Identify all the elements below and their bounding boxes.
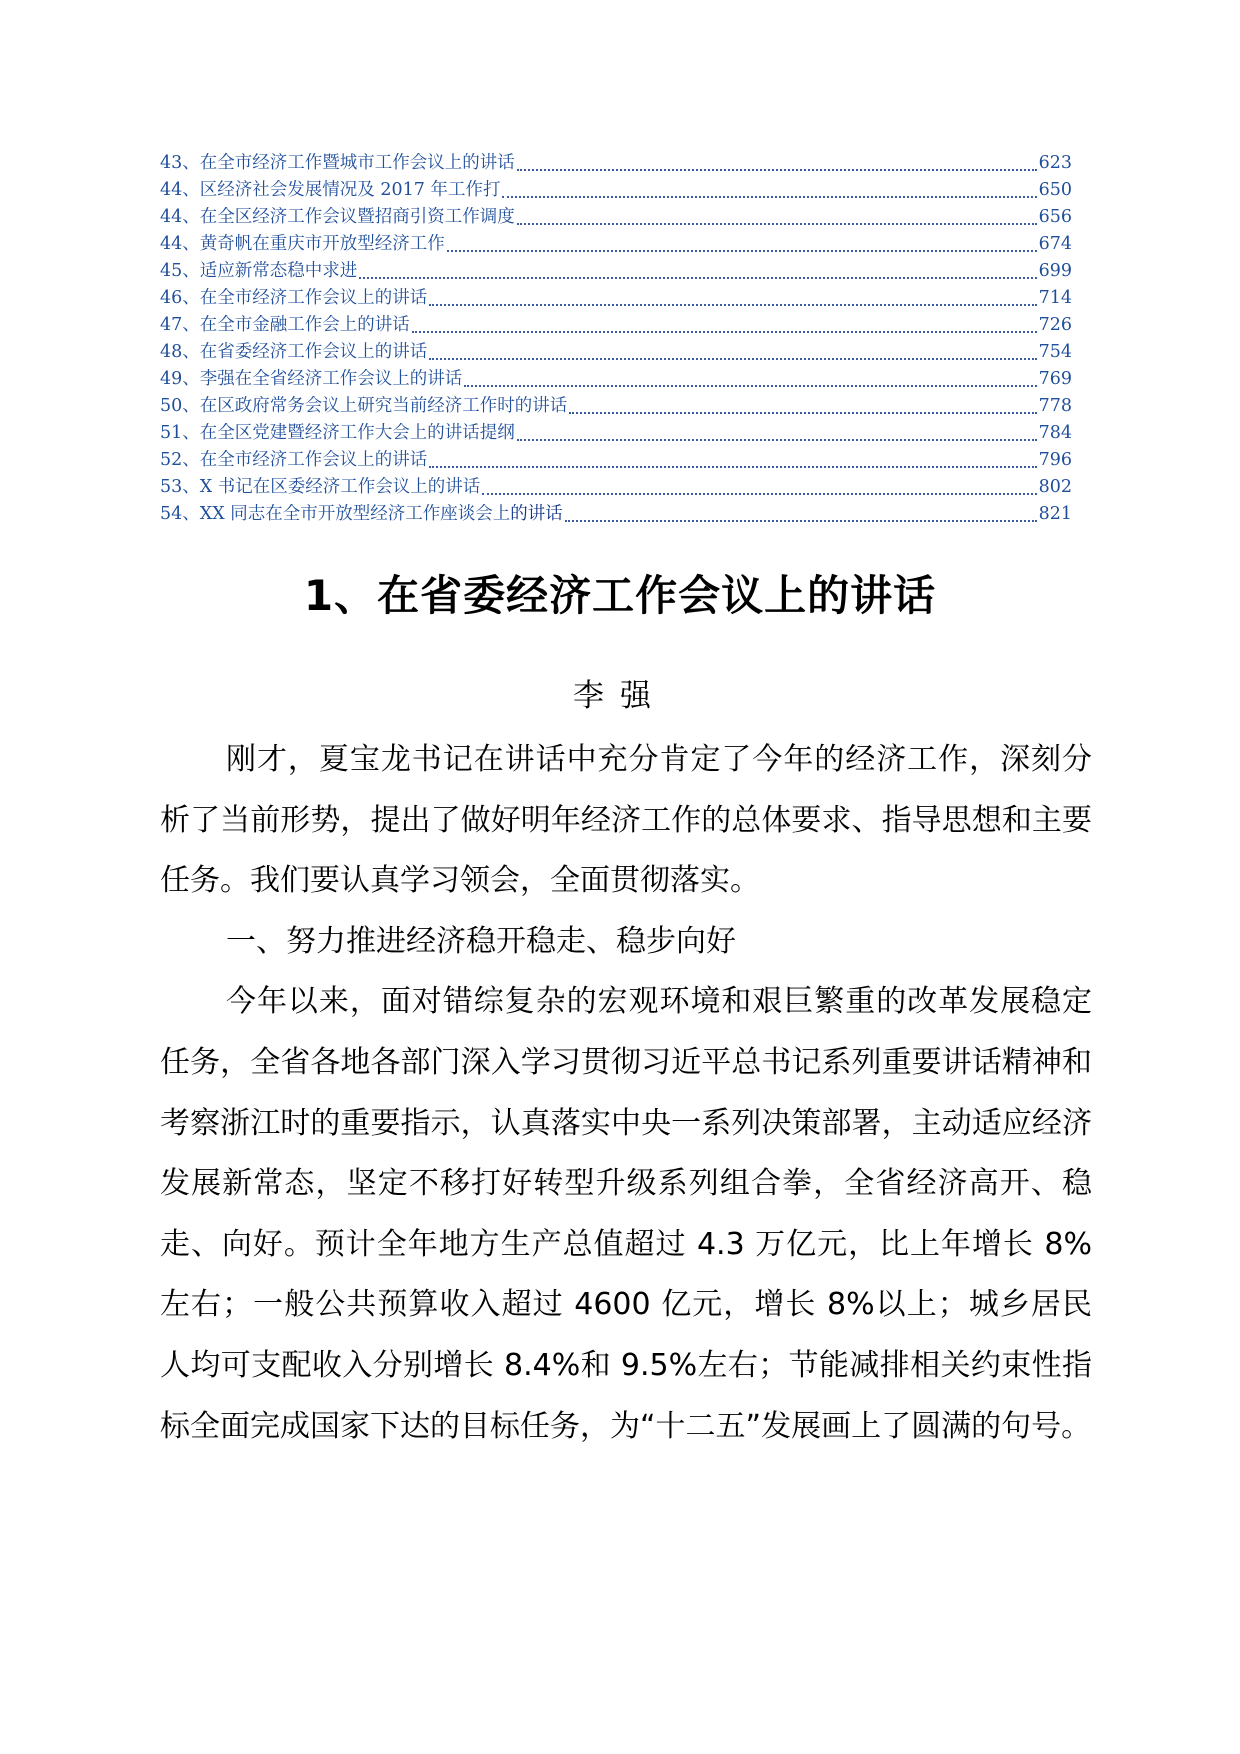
toc-entry-page-number: 769: [1038, 369, 1072, 389]
toc-entry-page-number: 726: [1038, 315, 1072, 335]
toc-entry-title: [200, 501, 563, 528]
toc-entry-title: [200, 285, 428, 312]
toc-dot-leader: [359, 277, 1036, 279]
toc-dot-leader: [429, 358, 1036, 360]
toc-entry-title: [200, 312, 410, 339]
article-body: [160, 730, 1092, 1457]
toc-entry-number: 52、: [160, 450, 200, 470]
toc-entry[interactable]: [160, 258, 1072, 285]
toc-entry-title-text: 适应新常态稳中求进: [199, 261, 358, 281]
toc-entry-title-text: XX 同志在全市开放型经济工作座谈会上: [199, 504, 511, 524]
toc-entry-title: [200, 393, 568, 420]
toc-dot-leader: [429, 466, 1036, 468]
toc-entry-page-number: 714: [1038, 288, 1072, 308]
toc-entry-page-number: 674: [1038, 234, 1072, 254]
toc-entry[interactable]: [160, 339, 1072, 366]
author-name: 李强: [573, 678, 667, 714]
toc-entry[interactable]: [160, 204, 1072, 231]
toc-entry-number: 54、: [160, 504, 200, 524]
toc-entry[interactable]: [160, 501, 1072, 528]
toc-entry[interactable]: [160, 474, 1072, 501]
toc-dot-leader: [464, 385, 1036, 387]
toc-entry-title: [200, 231, 445, 258]
toc-entry[interactable]: [160, 177, 1072, 204]
toc-entry-page-number: 802: [1038, 477, 1072, 497]
toc-entry-number: 44、: [160, 207, 200, 227]
toc-entry-page-number: 754: [1038, 342, 1072, 362]
toc-entry[interactable]: [160, 312, 1072, 339]
toc-entry[interactable]: [160, 366, 1072, 393]
toc-entry[interactable]: [160, 150, 1072, 177]
toc-entry-number: 44、: [160, 180, 200, 200]
toc-entry-title: [200, 420, 515, 447]
toc-entry-number: 49、: [160, 369, 200, 389]
toc-dot-leader: [502, 196, 1036, 198]
toc-dot-leader: [429, 304, 1036, 306]
toc-entry-page-number: 821: [1038, 504, 1072, 524]
article-heading: 1、在省委经济工作会议上的讲话: [303, 571, 937, 620]
toc-entry-number: 48、: [160, 342, 200, 362]
toc-entry-title-text: 在全市经济工作暨城市工作会议上的讲话: [199, 153, 515, 173]
toc-entry-title: [200, 474, 481, 501]
toc-entry-title-text: 在全区党建暨经济工作大会上的讲话提纲: [199, 423, 515, 443]
toc-entry-title-text: 在全市经济工作会议上的讲话: [199, 450, 428, 470]
toc-entry-page-number: 796: [1038, 450, 1072, 470]
body-paragraph: 今年以来，面对错综复杂的宏观环境和艰巨繁重的改革发展稳定任务，全省各地各部门深入学习贯彻习近平总书记系列重要讲话精神和考察浙江时的重要指示，认真落实中央一系列决策部署，主动适应经济发展新常态，坚定不移打好转型升级系列组合拳，全省经济高开、稳走、向好。预计全年地方生产总值超过 4.3 万亿元，比上年增长 8%左右；一般公共预算收入超过 4600 亿元，增长 8%以上；城乡居民人均可支配收入分别增长 8.4%和 9.5%左右；节能减排相关约束性指标全面完成国家下达的目标任务，为“十二五”发展画上了圆满的句号。: [160, 984, 1092, 1444]
toc-entry-number: 51、: [160, 423, 200, 443]
toc-entry-title-suffix: 的讲话: [510, 504, 563, 524]
table-of-contents: [160, 150, 1072, 528]
toc-entry[interactable]: [160, 285, 1072, 312]
toc-dot-leader: [447, 250, 1037, 252]
toc-entry[interactable]: [160, 447, 1072, 474]
toc-entry-number: 43、: [160, 153, 200, 173]
toc-entry[interactable]: [160, 420, 1072, 447]
toc-entry-number: 53、: [160, 477, 200, 497]
toc-entry-title: [200, 177, 501, 204]
section-heading: 一、努力推进经济稳开稳走、稳步向好: [226, 923, 736, 959]
toc-dot-leader: [517, 439, 1037, 441]
toc-entry-title-text: 区经济社会发展情况及 2017 年工作打: [199, 180, 501, 200]
toc-entry-page-number: 656: [1038, 207, 1072, 227]
toc-entry-title: [200, 258, 358, 285]
toc-entry-page-number: 784: [1038, 423, 1072, 443]
toc-entry-number: 44、: [160, 234, 200, 254]
toc-entry-page-number: 699: [1038, 261, 1072, 281]
toc-entry-title-text: 在全市金融工作会上的讲话: [199, 315, 410, 335]
toc-entry-number: 45、: [160, 261, 200, 281]
toc-dot-leader: [569, 412, 1036, 414]
toc-dot-leader: [517, 169, 1037, 171]
toc-entry[interactable]: [160, 393, 1072, 420]
toc-dot-leader: [565, 520, 1037, 522]
toc-entry-page-number: 650: [1038, 180, 1072, 200]
toc-entry-title: [200, 339, 428, 366]
toc-entry-title: [200, 447, 428, 474]
toc-entry-page-number: 623: [1038, 153, 1072, 173]
toc-entry-page-number: 778: [1038, 396, 1072, 416]
toc-entry-title-text: 黄奇帆在重庆市开放型经济工作: [199, 234, 445, 254]
toc-dot-leader: [517, 223, 1037, 225]
toc-entry-number: 46、: [160, 288, 200, 308]
toc-dot-leader: [482, 493, 1036, 495]
toc-entry[interactable]: [160, 231, 1072, 258]
toc-entry-title: [200, 204, 515, 231]
toc-entry-title-text: 李强在全省经济工作会议上的讲话: [199, 369, 463, 389]
toc-entry-title-text: 在区政府常务会议上研究当前经济工作时的讲话: [199, 396, 568, 416]
toc-entry-title: [200, 150, 515, 177]
toc-dot-leader: [412, 331, 1037, 333]
body-paragraph: 刚才，夏宝龙书记在讲话中充分肯定了今年的经济工作，深刻分析了当前形势，提出了做好明年经济工作的总体要求、指导思想和主要任务。我们要认真学习领会，全面贯彻落实。: [160, 742, 1092, 899]
toc-entry-title-text: X 书记在区委经济工作会议上的讲话: [199, 477, 481, 497]
toc-entry-title-text: 在全市经济工作会议上的讲话: [199, 288, 428, 308]
toc-entry-title-text: 在全区经济工作会议暨招商引资工作调度: [199, 207, 515, 227]
toc-entry-number: 47、: [160, 315, 200, 335]
toc-entry-number: 50、: [160, 396, 200, 416]
toc-entry-title-text: 在省委经济工作会议上的讲话: [199, 342, 428, 362]
toc-entry-title: [200, 366, 463, 393]
